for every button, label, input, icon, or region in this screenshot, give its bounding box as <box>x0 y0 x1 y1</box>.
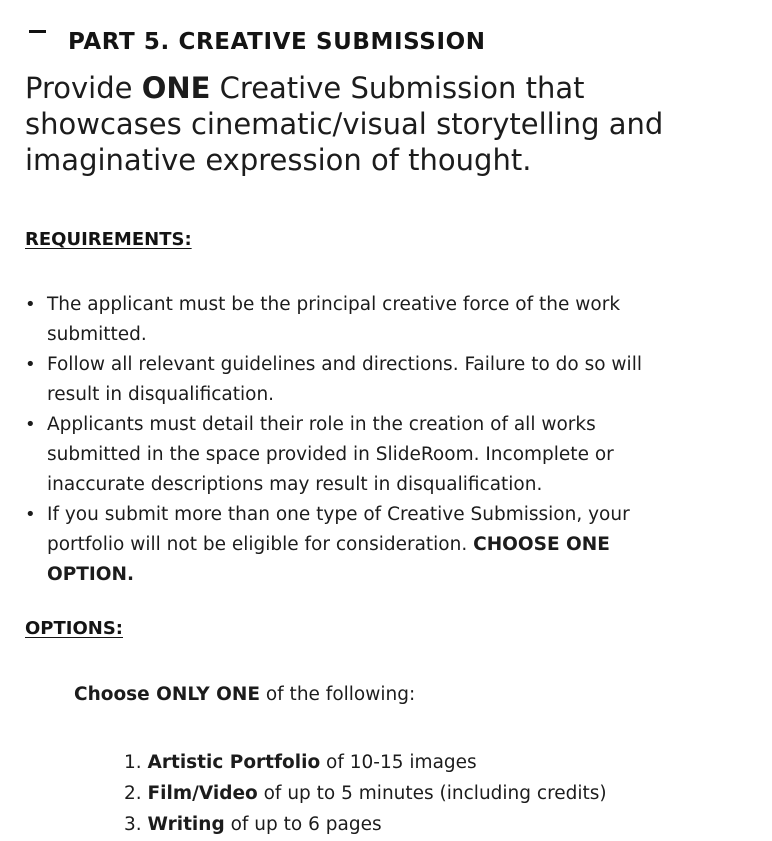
options-heading: OPTIONS: <box>25 618 123 639</box>
option-item <box>124 809 607 840</box>
option-title: Film/Video <box>147 783 258 804</box>
list-item-text: submitted. <box>47 324 147 345</box>
requirements-list <box>25 290 725 590</box>
option-item <box>124 747 607 778</box>
list-item-text: result in disqualification. <box>47 384 275 405</box>
intro-text <box>25 70 745 178</box>
list-item-text: submitted in the space provided in SlideRoom. Incomplete or <box>47 444 614 465</box>
option-item <box>124 778 607 809</box>
minus-icon <box>29 30 46 33</box>
list-item-text: Applicants must detail their role in the creation of all works <box>47 414 596 435</box>
bullet-icon: • <box>25 354 36 375</box>
list-item <box>25 500 725 590</box>
option-detail: of 10-15 images <box>320 752 477 773</box>
intro-line-2: showcases cinematic/visual storytelling and <box>25 107 664 141</box>
list-item <box>25 350 725 410</box>
intro-emphasis: ONE <box>141 71 211 105</box>
intro-line-3: imaginative expression of thought. <box>25 143 532 177</box>
intro-text-segment: Creative Submission that <box>210 71 585 105</box>
list-item-text: inaccurate descriptions may result in disqualification. <box>47 474 543 495</box>
part-heading: PART 5. CREATIVE SUBMISSION <box>68 29 486 55</box>
bullet-icon: • <box>25 504 36 525</box>
list-item-emphasis: CHOOSE ONE <box>473 534 610 555</box>
intro-text-segment: Provide <box>25 71 142 105</box>
bullet-icon: • <box>25 414 36 435</box>
list-item-text: Follow all relevant guidelines and directions. Failure to do so will <box>47 354 642 375</box>
options-instruction <box>74 681 415 709</box>
list-item-text <box>47 560 725 590</box>
options-instruction-text: of the following: <box>259 684 416 705</box>
option-number: 1. <box>124 752 148 773</box>
list-item <box>25 410 725 500</box>
collapse-section-button[interactable] <box>28 22 46 40</box>
option-number: 2. <box>124 783 148 804</box>
list-item <box>25 290 725 350</box>
option-detail: of up to 6 pages <box>224 814 382 835</box>
list-item-text: The applicant must be the principal creative force of the work <box>47 294 621 315</box>
list-item-text: If you submit more than one type of Creative Submission, your <box>47 504 630 525</box>
requirements-heading: REQUIREMENTS: <box>25 229 192 250</box>
options-instruction-emphasis: Choose ONLY ONE <box>74 684 260 705</box>
option-detail: of up to 5 minutes (including credits) <box>257 783 607 804</box>
option-title: Writing <box>147 814 225 835</box>
list-item-emphasis: OPTION. <box>47 564 135 585</box>
options-list <box>124 747 607 840</box>
list-item-text-segment: portfolio will not be eligible for consideration. <box>47 534 474 555</box>
intro-line-1 <box>25 70 745 106</box>
list-item-text <box>47 530 725 560</box>
option-number: 3. <box>124 814 148 835</box>
bullet-icon: • <box>25 294 36 315</box>
option-title: Artistic Portfolio <box>147 752 321 773</box>
